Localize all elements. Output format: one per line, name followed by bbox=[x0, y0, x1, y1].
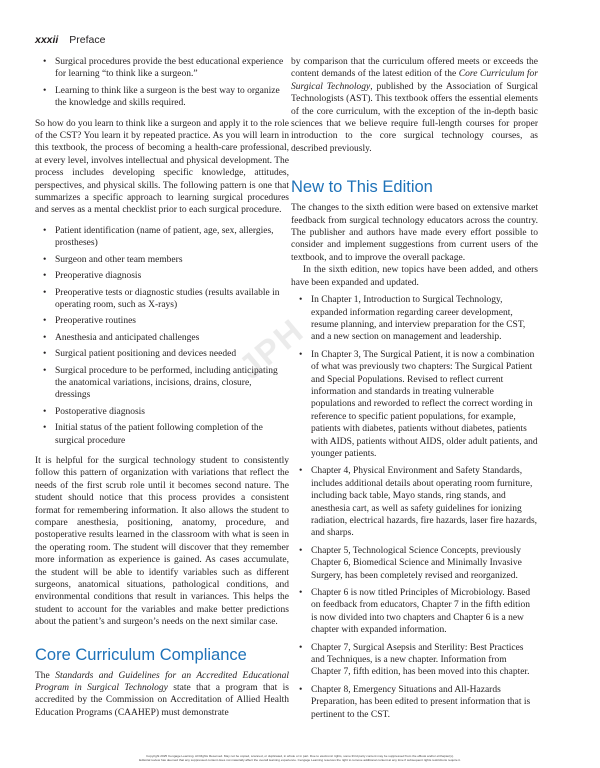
list-item: • Surgeon and other team members bbox=[35, 254, 289, 266]
list-item: • Initial status of the patient following completion of the surgical procedure bbox=[35, 422, 289, 447]
footer-line: Editorial review has deemed that any suppressed content does not materially affect the overall learning experience. Cengage Learning reserves the right to remove additional content at any time if subsequent rights restrictions require it. bbox=[139, 758, 461, 763]
list-item: • Preoperative routines bbox=[35, 315, 289, 327]
body-paragraph: The changes to the sixth edition were based on extensive market feedback from surgical technology educators across the country. The publisher and authors have made every effort possible to consider and implement suggestions from current users of the textbook, and to improve the overall package. bbox=[291, 203, 538, 263]
text-run: by comparison that the curriculum offered meets or exceeds the content demands of the latest edition of the bbox=[291, 57, 538, 80]
list-item: • Anesthesia and anticipated challenges bbox=[35, 332, 289, 344]
body-paragraph: So how do you learn to think like a surgeon and apply it to the role of the CST? You learn it by repeated practice. As you will learn in this textbook, the process of becoming a health-care professional, at every level, involves intellectual and physical development. The process includes developing specific knowledge, attitudes, perspectives, and physical skills. The following pattern is one that summarizes a specific approach to learning surgical procedures and serves as a mental checklist prior to each surgical procedure. bbox=[35, 118, 289, 216]
watermark: JPH bbox=[231, 311, 312, 387]
list-item: • Chapter 4, Physical Environment and Safety Standards, includes additional details about operating room furniture, including back table, Mayo stands, ring stands, and anesthesia cart, as well as safety guidelines for ionizing radiation, electrical hazards, fire hazards, laser fire hazards, and sharps. bbox=[291, 465, 538, 539]
list-item: • Chapter 5, Technological Science Concepts, previously Chapter 6, Biomedical Science and Minimally Invasive Surgery, has been completely revised and reorganized. bbox=[291, 545, 538, 582]
body-paragraph: In the sixth edition, new topics have been added, and others have been expanded and updated. bbox=[291, 265, 538, 288]
text-run: The bbox=[35, 670, 56, 681]
list-item: • Surgical procedures provide the best educational experience for learning “to think like a surgeon.” bbox=[35, 56, 289, 81]
list-item: • Chapter 8, Emergency Situations and All-Hazards Preparation, has been edited to present information that is pertinent to the CST. bbox=[291, 684, 538, 721]
right-column bbox=[291, 56, 538, 721]
list-item: • Preoperative tests or diagnostic studies (results available in operating room, such as X-rays) bbox=[35, 287, 289, 312]
list-item: • Surgical patient positioning and devices needed bbox=[35, 348, 289, 360]
heading-new-edition: New to This Edition bbox=[291, 178, 433, 197]
list-item: • Learning to think like a surgeon is the best way to organize the knowledge and skills required. bbox=[35, 85, 289, 110]
running-header bbox=[35, 34, 105, 46]
list-item: • In Chapter 1, Introduction to Surgical Technology, expanded information regarding career development, resume planning, and interview preparation for the CST, and a new section on management and leadership. bbox=[291, 294, 538, 344]
intro-bullet-list bbox=[35, 56, 289, 110]
footer-line: Copyright 2025 Cengage Learning. All Rights Reserved. May not be copied, scanned, or duplicated, in whole or in part. Due to electronic rights, some third party content may be suppressed from the eBook and/or eChapter(s). bbox=[146, 754, 454, 758]
list-item: • Postoperative diagnosis bbox=[35, 406, 289, 418]
list-item: • Patient identification (name of patient, age, sex, allergies, prostheses) bbox=[35, 225, 289, 250]
list-item: • Chapter 7, Surgical Asepsis and Sterility: Best Practices and Techniques, is a new chapter. Information from Chapter 7, fifth edition, has been moved into this chapter. bbox=[291, 642, 538, 679]
core-curriculum-title: Core Curriculum for Surgical Technology bbox=[291, 69, 538, 92]
page-number: xxxii bbox=[35, 34, 59, 46]
left-column bbox=[35, 56, 289, 719]
standards-title: Standards and Guidelines for an Accredited Educational Program in Surgical Technology bbox=[35, 670, 289, 694]
list-item: • Chapter 6 is now titled Principles of Microbiology. Based on feedback from educators, Chapter 7 in the fifth edition is now divided into two chapters and Chapter 6 is a new chapter with expanded information. bbox=[291, 587, 538, 637]
list-item: • Preoperative diagnosis bbox=[35, 270, 289, 282]
copyright-footer bbox=[30, 754, 570, 763]
text-run: state that a program that is accredited by the Commission on Accreditation of Allied Health Education Programs (CAAHEP) must demonstrate bbox=[35, 683, 289, 718]
edition-changes-list bbox=[291, 294, 538, 721]
surgical-checklist bbox=[35, 225, 289, 447]
heading-core-curriculum: Core Curriculum Compliance bbox=[35, 645, 247, 664]
list-item: • In Chapter 3, The Surgical Patient, it is now a combination of what was previously two chapters: The Surgical Patient and Special Populations. Revised to reflect current information and standards in treating vulnerable populations and reworded to reflect the correct wording in reference to specific patient populations, for example, patients with diabetes, patients without diabetes, patients with AIDS, patients without AIDS, older adult patients, and younger patients. bbox=[291, 349, 538, 461]
list-item: • Surgical procedure to be performed, including anticipating the anatomical variations, incisions, drains, closure, dressings bbox=[35, 365, 289, 402]
text-run: , published by the Association of Surgical Technologists (AST). This textbook offers the essential elements of the core curriculum, with the exception of the in-depth basic sciences that we believe require full-length courses for proper introduction to the core surgical technology courses, as described previously. bbox=[291, 81, 539, 154]
body-paragraph: It is helpful for the surgical technology student to consistently follow this pattern of organization with variations that reflect the needs of the first scrub role until it becomes second nature. The student should notice that this process provides a consistent format for remembering information. It also allows the student to compare anesthesia, positioning, anatomy, procedure, and postoperative results learned in the classroom with what is seen in the operating room. The student will discover that they remember more information as experience is gained. As cases accumulate, the student will be able to identify variables such as different surgeons, anatomical situations, pathological conditions, and environmental conditions that result in variances. This helps the student to account for the variables and make better predictions about the patient’s and surgeon’s needs on the next similar case. bbox=[35, 455, 289, 628]
body-paragraph bbox=[291, 56, 538, 155]
body-paragraph bbox=[35, 670, 289, 720]
section-name: Preface bbox=[69, 34, 106, 46]
